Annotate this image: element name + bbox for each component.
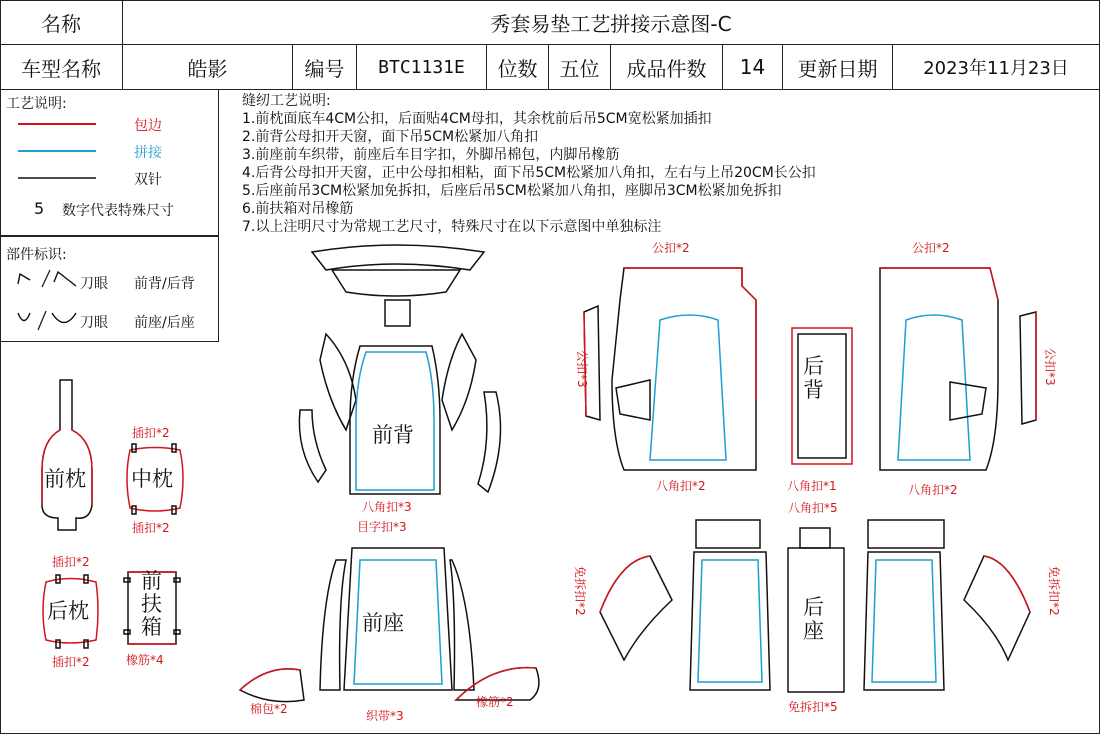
front-back-bottom-tag: 八角扣*3 [362, 500, 412, 514]
mid-headrest-piece [127, 425, 183, 535]
note-line: 3.前座前车织带，前座后车目字扣，外脚吊棉包，内脚吊橡筋 [242, 147, 620, 163]
note-line: 5.后座前吊3CM松紧加免拆扣，后座后吊5CM松紧加八角扣，座脚吊3CM松紧加免拆扣 [242, 183, 782, 199]
front-seat-bottom-tag: 织带*3 [366, 709, 404, 723]
code-label: 编号 [304, 56, 345, 81]
rear-back-left-piece [575, 240, 756, 493]
page-title: 秀套易垫工艺拼接示意图-C [490, 11, 732, 36]
date-value: 2023年11月23日 [923, 58, 1069, 79]
mid-headrest-top-tag: 插扣*2 [132, 426, 170, 440]
front-back-label: 前背 [372, 423, 414, 447]
note-line: 1.前枕面底车4CM公扣，后面贴4CM母扣，其余枕前后吊5CM宽松紧加插扣 [242, 111, 712, 127]
rear-back-mid-piece [787, 328, 852, 493]
front-seat-top-tag: 目字扣*3 [357, 520, 407, 534]
rs-left-tag: 免拆扣*2 [573, 566, 587, 616]
legend-item-double-needle: 双针 [134, 172, 162, 188]
note-line: 7.以上注明尺寸为常规工艺尺寸，特殊尺寸在以下示意图中单独标注 [242, 219, 662, 235]
legend-item-binding: 包边 [134, 118, 162, 134]
model-value: 皓影 [187, 56, 228, 81]
name-label: 名称 [41, 11, 81, 36]
armrest-label-2: 扶 [141, 592, 162, 616]
rs-bottom-tag: 免拆扣*5 [788, 700, 838, 714]
seats-label: 位数 [497, 56, 538, 81]
notch1-meaning: 前背/后背 [134, 276, 195, 292]
date-label: 更新日期 [797, 56, 878, 81]
special-number: 5 [34, 199, 45, 218]
notch2-meaning: 前座/后座 [134, 315, 195, 331]
pieces-value: 14 [739, 55, 766, 79]
rear-headrest-bottom-tag: 插扣*2 [52, 655, 90, 669]
rb-left-bottom-tag: 八角扣*2 [656, 479, 706, 493]
rubber-tag: 橡筋*2 [476, 695, 514, 709]
rb-left-side-tag: 公扣*3 [575, 350, 589, 388]
special-text: 数字代表特殊尺寸 [62, 203, 174, 219]
rear-headrest-piece [43, 554, 98, 669]
front-seat-label: 前座 [362, 611, 404, 635]
pieces-label: 成品件数 [626, 56, 707, 81]
rear-seat-label-1: 后 [803, 595, 824, 619]
armrest-piece [124, 569, 180, 667]
rb-left-top-tag: 公扣*2 [652, 241, 690, 255]
rb-right-top-tag: 公扣*2 [912, 241, 950, 255]
rear-headrest-label: 后枕 [47, 599, 89, 623]
front-headrest-label: 前枕 [44, 467, 86, 491]
rb-right-bottom-tag: 八角扣*2 [908, 483, 958, 497]
armrest-label-3: 箱 [141, 615, 162, 639]
cotton-tag: 棉包*2 [250, 702, 288, 716]
rear-seat-piece [573, 500, 1062, 714]
seats-value: 五位 [559, 56, 600, 81]
mid-headrest-bottom-tag: 插扣*2 [132, 521, 170, 535]
rear-back-label-1: 后 [803, 354, 824, 378]
note-line: 2.前背公母扣开天窗，面下吊5CM松紧加八角扣 [242, 129, 539, 145]
rear-seat-label-2: 座 [803, 619, 824, 643]
notch2-text: 刀眼 [80, 315, 108, 331]
notch1-text: 刀眼 [80, 276, 108, 292]
code-value: BTC1131E [378, 56, 465, 78]
note-line: 6.前扶箱对吊橡筋 [242, 201, 354, 217]
rear-back-label-2: 背 [803, 378, 824, 402]
front-back-piece [299, 245, 500, 514]
parts-title: 部件标识: [6, 247, 67, 263]
front-headrest-piece [42, 380, 92, 530]
mid-headrest-label: 中枕 [131, 467, 173, 491]
rb-mid-bottom-tag: 八角扣*1 [787, 479, 837, 493]
legend-title: 工艺说明: [6, 96, 67, 112]
rear-headrest-top-tag: 插扣*2 [52, 555, 90, 569]
armrest-label-1: 前 [141, 569, 162, 593]
rs-right-tag: 免拆扣*2 [1047, 566, 1061, 616]
armrest-bottom-tag: 橡筋*4 [126, 653, 164, 667]
model-label: 车型名称 [21, 56, 101, 81]
rs-top-tag: 八角扣*5 [788, 501, 838, 515]
legend-item-splice: 拼接 [134, 145, 162, 161]
front-seat-piece [240, 519, 539, 723]
notes-title: 缝纫工艺说明: [242, 93, 331, 109]
rb-right-side-tag: 公扣*3 [1043, 348, 1057, 386]
note-line: 4.后背公母扣开天窗，正中公母扣相粘，面下吊5CM松紧加八角扣，左右与上吊20CM长公扣 [242, 165, 816, 181]
rear-back-right-piece [880, 240, 1058, 497]
